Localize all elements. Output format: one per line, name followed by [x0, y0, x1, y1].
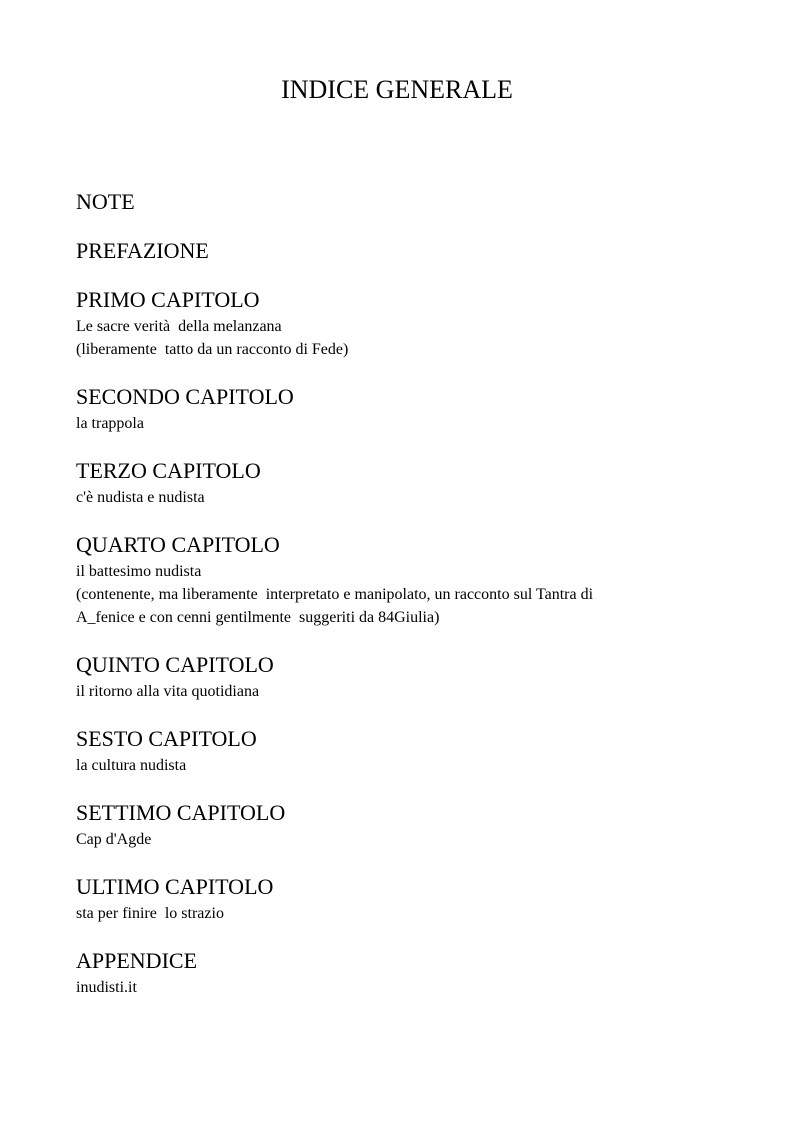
toc-entry-secondo-capitolo: [76, 382, 716, 435]
toc-heading: ULTIMO CAPITOLO: [76, 874, 274, 899]
toc-description-line: inudisti.it: [76, 979, 137, 996]
toc-heading: PRIMO CAPITOLO: [76, 287, 260, 312]
page-title: INDICE GENERALE: [281, 75, 513, 104]
toc-heading: TERZO CAPITOLO: [76, 458, 261, 483]
toc-description-line: A_fenice e con cenni gentilmente suggeriti da 84Giulia): [76, 609, 440, 626]
toc-description-line: il battesimo nudista: [76, 563, 202, 580]
toc-heading: SECONDO CAPITOLO: [76, 384, 294, 409]
table-of-contents: [76, 187, 716, 1020]
toc-heading: QUARTO CAPITOLO: [76, 532, 280, 557]
toc-heading: QUINTO CAPITOLO: [76, 652, 274, 677]
toc-description-line: la cultura nudista: [76, 757, 187, 774]
toc-entry-appendice: [76, 946, 716, 999]
toc-entry-note: [76, 187, 716, 217]
toc-description-line: sta per finire lo strazio: [76, 905, 224, 922]
toc-entry-terzo-capitolo: [76, 456, 716, 509]
toc-heading: SETTIMO CAPITOLO: [76, 800, 286, 825]
toc-description-line: (liberamente tatto da un racconto di Fede): [76, 341, 349, 358]
toc-heading: APPENDICE: [76, 948, 198, 973]
toc-description-line: la trappola: [76, 415, 144, 432]
toc-entry-quarto-capitolo: [76, 530, 716, 629]
toc-description-line: il ritorno alla vita quotidiana: [76, 683, 260, 700]
toc-description-line: c'è nudista e nudista: [76, 489, 205, 506]
toc-heading: NOTE: [76, 189, 135, 214]
toc-description-line: Le sacre verità della melanzana: [76, 318, 282, 335]
toc-entry-ultimo-capitolo: [76, 872, 716, 925]
toc-heading: SESTO CAPITOLO: [76, 726, 257, 751]
toc-description-line: Cap d'Agde: [76, 831, 152, 848]
toc-entry-primo-capitolo: [76, 285, 716, 361]
toc-entry-settimo-capitolo: [76, 798, 716, 851]
toc-entry-prefazione: [76, 236, 716, 266]
toc-heading: PREFAZIONE: [76, 238, 209, 263]
toc-entry-sesto-capitolo: [76, 724, 716, 777]
toc-entry-quinto-capitolo: [76, 650, 716, 703]
toc-description-line: (contenente, ma liberamente interpretato e manipolato, un racconto sul Tantra di: [76, 586, 594, 603]
